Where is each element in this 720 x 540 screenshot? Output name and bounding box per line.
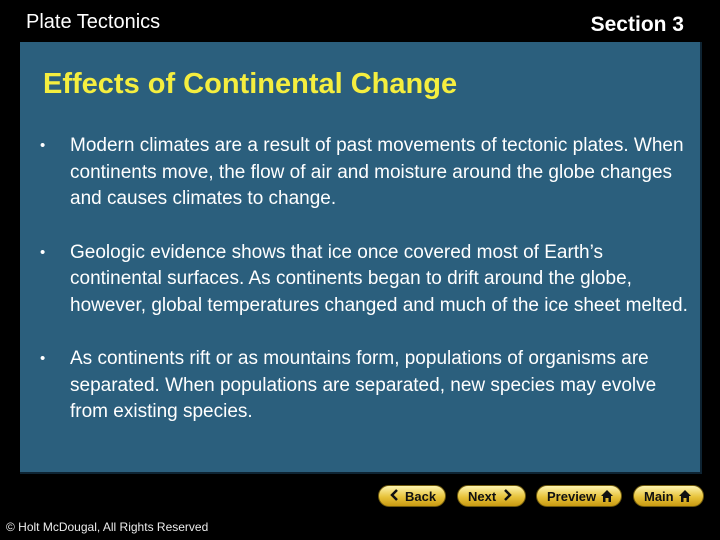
house-icon xyxy=(600,489,614,503)
next-label: Next xyxy=(468,488,497,504)
back-button[interactable] xyxy=(378,485,446,507)
bullet-item xyxy=(38,346,698,426)
slide-heading: Effects of Continental Change xyxy=(43,68,458,100)
copyright-footer: © Holt McDougal, All Rights Reserved xyxy=(6,520,209,534)
next-button[interactable] xyxy=(457,485,526,507)
bullet-icon: • xyxy=(40,137,46,154)
chevron-right-icon xyxy=(500,489,514,503)
main-label: Main xyxy=(644,488,674,504)
slide-panel xyxy=(20,42,702,474)
bullet-icon: • xyxy=(40,350,46,367)
bullet-list xyxy=(38,133,698,426)
main-button[interactable] xyxy=(633,485,704,507)
bullet-text: Modern climates are a result of past movements of tectonic plates. When continents move, the flow of air and moisture around the globe changes and causes climates to change. xyxy=(70,135,684,209)
bullet-text: As continents rift or as mountains form, populations of organisms are separated. When populations are separated, new species may evolve from existing species. xyxy=(70,348,657,422)
preview-label: Preview xyxy=(547,488,597,504)
bullet-item xyxy=(38,133,698,213)
back-label: Back xyxy=(405,488,437,504)
bullet-icon: • xyxy=(40,243,46,261)
bullet-text: Geologic evidence shows that ice once covered most of Earth’s continental surfaces. As continents began to drift around the globe, however, global temperatures changed and much of the ice sheet melted. xyxy=(70,241,688,316)
bullet-item xyxy=(38,240,698,320)
section-label: Section 3 xyxy=(590,13,684,36)
course-title: Plate Tectonics xyxy=(26,11,161,33)
preview-button[interactable] xyxy=(536,485,622,507)
house-icon xyxy=(678,489,692,503)
chevron-left-icon xyxy=(389,489,401,503)
